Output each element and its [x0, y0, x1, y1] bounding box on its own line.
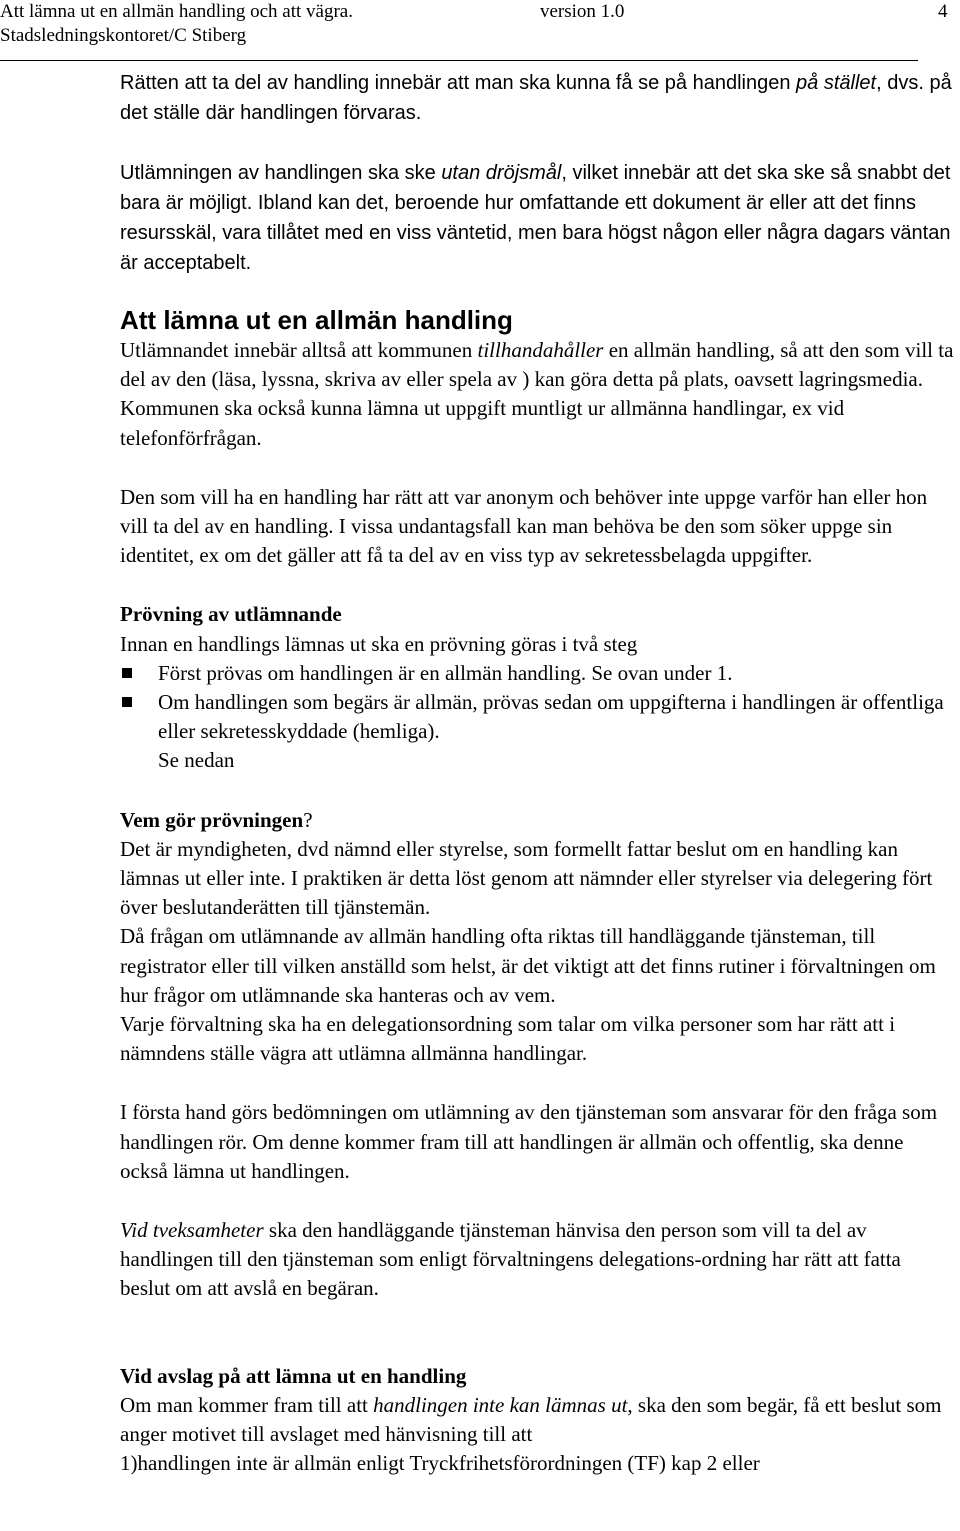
text: ska den handläggande tjänsteman hänvisa den person som vill ta del av handlingen till den tjänsteman som enligt förvaltningens delegations-ordning har rätt att fatta beslut om att avslå en begäran.: [120, 1218, 901, 1301]
list-item: [120, 659, 956, 688]
document-author: Stadsledningskontoret/C Stiberg: [0, 25, 247, 46]
emphasis: tillhandahåller: [477, 338, 604, 362]
text: , dvs. på det ställe där handlingen förvaras.: [120, 72, 952, 124]
text: Om man kommer fram till att: [120, 1392, 374, 1417]
text: Vem gör prövningen: [120, 807, 304, 832]
header-rule: [0, 60, 918, 61]
paragraph-rutiner: Då frågan om utlämnande av allmän handling ofta riktas till handläggande tjänsteman, till registrator eller till vilken anställd som helst, är det viktigt att det finns rutiner i förvaltningen om hur frågor om utlämnande ska hanteras och av vem.: [120, 924, 936, 1007]
square-bullet-icon: [122, 668, 132, 678]
heading-lamna-ut: Att lämna ut en allmän handling: [120, 305, 513, 335]
list-item-text: Om handlingen som begärs är allmän, prövas sedan om uppgifterna i handlingen är offentliga eller sekretesskyddade (hemliga).: [158, 690, 944, 744]
paragraph-forsta-hand: I första hand görs bedömningen om utlämning av den tjänsteman som ansvarar för den fråga som handlingen rör. Om denne kommer fram till att handlingen är allmän och offentlig, ska denne också lämna ut handlingen.: [120, 1100, 938, 1183]
heading-vem-provar: [120, 806, 956, 835]
page-content: [120, 68, 956, 1479]
document-title: Att lämna ut en allmän handling och att vägra.: [0, 1, 353, 22]
paragraph-without-delay: [120, 158, 956, 278]
paragraph-avslag-reason-1: 1)handlingen inte är allmän enligt Tryckfrihetsförordningen (TF) kap 2 eller: [120, 1451, 760, 1476]
paragraph-tillhandahaller: [120, 336, 956, 453]
text: , vilket innebär att det ska ske så snabbt det bara är möjligt. Ibland kan det, beroende hur omfattande ett dokument är eller att det finns resursskäl, vara tillåtet med en viss väntetid, men bara högst någon eller några dagars väntan är acceptabelt.: [120, 162, 951, 274]
page-number: 4: [938, 1, 948, 22]
heading-vid-avslag: Vid avslag på att lämna ut en handling: [120, 1363, 467, 1388]
square-bullet-icon: [122, 697, 132, 707]
paragraph-right-to-view: [120, 68, 956, 128]
paragraph-avslag-beslut: [120, 1391, 956, 1449]
emphasis: utan dröjsmål: [441, 162, 562, 184]
paragraph-tveksamheter: [120, 1216, 956, 1304]
text: Rätten att ta del av handling innebär att man ska kunna få se på handlingen: [120, 72, 797, 94]
provning-steps-list: [120, 659, 956, 776]
text: Utlämningen av handlingen ska ske: [120, 162, 442, 184]
text: en allmän handling, så att den som vill ta del av den (läsa, lyssna, skriva av eller spela av ) kan göra detta på plats, oavsett lagringsmedia. Kommunen ska också kunna lämna ut uppgift muntligt ur allmänna handlingar, ex vid telefonförfrågan.: [120, 338, 954, 450]
paragraph-provning-intro: Innan en handlings lämnas ut ska en prövning göras i två steg: [120, 631, 638, 656]
emphasis: på stället: [796, 72, 877, 94]
list-item-text: Först prövas om handlingen är en allmän handling. Se ovan under 1.: [158, 660, 733, 685]
document-version: version 1.0: [540, 1, 625, 22]
emphasis: handlingen inte kan lämnas ut: [373, 1392, 628, 1417]
list-item: [120, 688, 956, 776]
emphasis: Vid tveksamheter: [120, 1218, 264, 1243]
page-header: [0, 0, 353, 48]
text: , ska den som begär, få ett beslut som anger motivet till avslaget med hänvisning till att: [120, 1392, 942, 1447]
paragraph-myndigheten: Det är myndigheten, dvd nämnd eller styrelse, som formellt fattar beslut om en handling kan lämnas ut eller inte. I praktiken är detta löst genom att nämnder eller styrelser via delegering fört över beslutanderätten till tjänstemän.: [120, 836, 933, 920]
heading-provning: Prövning av utlämnande: [120, 602, 342, 627]
paragraph-anonymous: Den som vill ha en handling har rätt att var anonym och behöver inte uppge varför han eller hon vill ta del av en handling. I vissa undantagsfall kan man behöva be den som söker uppge sin identitet, ex om det gäller att få ta del av en viss typ av sekretessbelagda uppgifter.: [120, 484, 928, 568]
text: ?: [303, 807, 313, 832]
paragraph-delegationsordning: Varje förvaltning ska ha en delegationsordning som talar om vilka personer som har rätt att i nämndens ställe vägra att utlämna allmänna handlingar.: [120, 1012, 896, 1066]
list-item-text: Se nedan: [158, 748, 235, 773]
text: Utlämnandet innebär alltså att kommunen: [120, 338, 478, 362]
